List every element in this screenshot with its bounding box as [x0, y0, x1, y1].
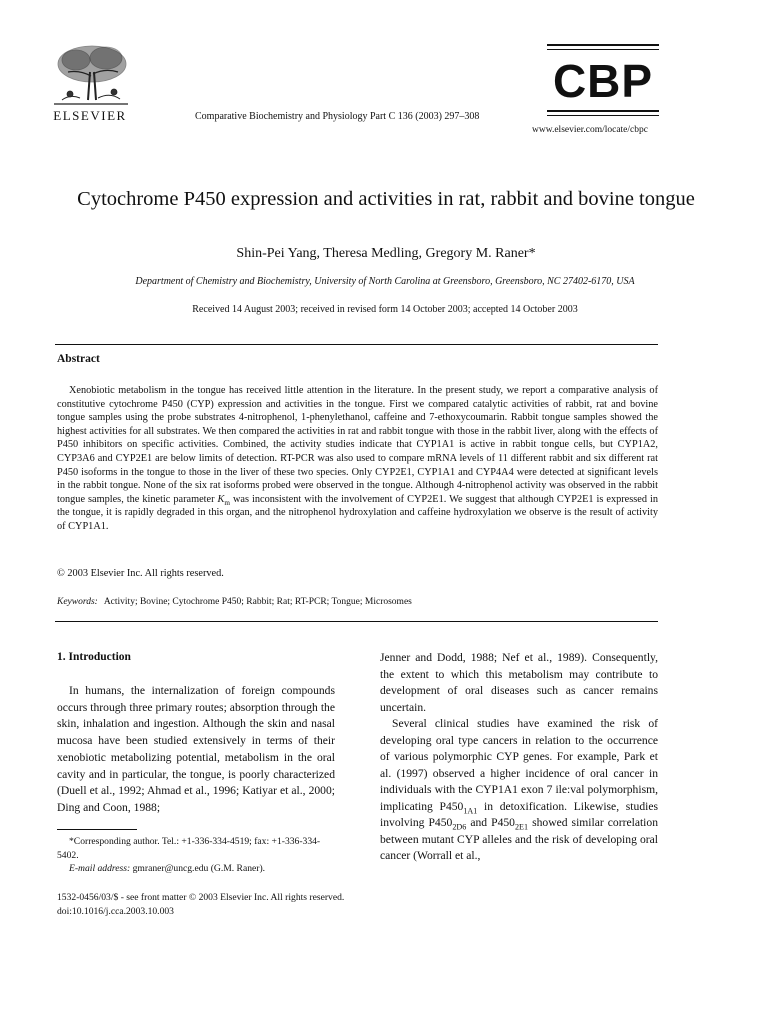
doi-line: doi:10.1016/j.cca.2003.10.003	[57, 905, 174, 917]
author-list: Shin-Pei Yang, Theresa Medling, Gregory M. Raner*	[236, 246, 536, 261]
abstract-copyright: © 2003 Elsevier Inc. All rights reserved.	[57, 568, 224, 579]
email-label: E-mail address:	[69, 863, 131, 874]
received-dates: Received 14 August 2003; received in revised form 14 October 2003; accepted 14 October 2003	[192, 304, 578, 315]
paragraph-text-part: showed similar correlation between mutant CYP alleles and the risk of developing oral cancer (Worrall et al.,	[380, 816, 659, 862]
abstract-text	[57, 384, 658, 534]
section-heading: 1. Introduction	[57, 651, 131, 663]
subscript: 2E1	[514, 822, 529, 832]
abstract-heading: Abstract	[57, 353, 100, 365]
subscript: 2D6	[452, 822, 467, 832]
email-note	[57, 862, 335, 876]
elsevier-tree-logo-icon	[50, 42, 132, 108]
keywords-list: Activity; Bovine; Cytochrome P450; Rabbit; Rat; RT-PCR; Tongue; Microsomes	[103, 597, 412, 607]
issn-line: 1532-0456/03/$ - see front matter © 2003 Elsevier Inc. All rights reserved.	[57, 892, 345, 903]
journal-logo-rule	[547, 44, 659, 46]
right-column	[380, 650, 658, 865]
footnote	[57, 835, 335, 876]
journal-logo-rule	[547, 49, 659, 50]
abstract-text-part: Xenobiotic metabolism in the tongue has received little attention in the literature. In the present study, we report a comparative analysis of constitutive cytochrome P450 (CYP) expression and activities in the tongue. First we compared catalytic activities of rabbit, rat and bovine tongue samples using the probe substrates 4-nitrophenol, 1-phenylethanol, caffeine and 7-ethoxycoumarin. Rabbit tongue samples showed the highest activities for all substrates. We then compared the activities in rat and rabbit tongue with those in the rabbit liver, along with the effects of P450 inhibitors on specific activities. Combined, the activity studies indicate that CYP1A1 is active in rabbit tongue cells, but CYP1A2, CYP3A6 and CYP2E1 are below limits of detection. RT-PCR was also used to compare mRNA levels of 11 different rabbit and six different rat P450 isoforms in the tongue to those in the liver of these two species. Only CYP2E1, CYP1A1 and CYP4A4 were detected at significant levels in the rabbit tongue. None of the six rat isoforms probed were observed in the tongue. Although 4-nitrophenol activity was observed in the rabbit tongue samples, the kinetic parameter	[57, 385, 658, 505]
km-subscript: m	[224, 498, 230, 507]
right-column-paragraph	[380, 716, 658, 865]
keywords-label: Keywords:	[57, 597, 98, 607]
journal-logo: CBP	[552, 55, 654, 107]
abstract-bottom-rule	[55, 621, 658, 622]
paragraph-text-part: in detoxification. Likewise, studies involving P450	[380, 799, 658, 829]
front-matter	[57, 891, 344, 918]
journal-url: www.elsevier.com/locate/cbpc	[532, 125, 648, 135]
footnote-rule	[57, 829, 137, 830]
abstract-top-rule	[55, 344, 658, 345]
subscript: 1A1	[463, 805, 478, 815]
right-column-paragraph: Jenner and Dodd, 1988; Nef et al., 1989). Consequently, the extent to which this metabolism may contribute to development of oral diseases such as cancer remains uncertain.	[380, 651, 658, 714]
email-address: gmraner@uncg.edu (G.M. Raner).	[132, 863, 266, 874]
journal-citation: Comparative Biochemistry and Physiology Part C 136 (2003) 297–308	[195, 111, 480, 122]
article-title: Cytochrome P450 expression and activities in rat, rabbit and bovine tongue	[77, 188, 695, 210]
km-symbol: K	[217, 493, 225, 505]
journal-logo-rule	[547, 115, 659, 116]
paragraph-text-part: Several clinical studies have examined the risk of developing oral type cancers in relation to the occurrence of various polymorphic CYP genes. For example, Park et al. (1997) observed a higher incidence of oral cancer in individuals with the CYP1A1 exon 7 ile:val polymorphism, implicating P450	[380, 717, 658, 813]
keywords	[57, 597, 412, 607]
publisher-name: ELSEVIER	[53, 108, 127, 123]
abstract-text-part: was inconsistent with the involvement of CYP2E1. We suggest that although CYP2E1 is expressed in the tongue, it is rapidly degraded in this organ, and the nitrophenol hydroxylation and caffeine hydroxylation we observe is the result of activity of CYP1A1.	[57, 493, 658, 532]
journal-logo-rule	[547, 110, 659, 112]
paragraph-text-part: and P450	[470, 816, 515, 829]
left-column-paragraph: In humans, the internalization of foreign compounds occurs through three primary routes; absorption through the skin, inhalation and ingestion. Although the skin and nasal mucosa have been studied extensively in terms of their xenobiotic metabolizing potential, metabolism in the oral cavity and in particular, the tongue, is poorly characterized (Duell et al., 1992; Ahmad et al., 1996; Katiyar et al., 2000; Ding and Coon, 1988;	[57, 684, 335, 814]
author-affiliation: Department of Chemistry and Biochemistry, University of North Carolina at Greensboro, Greensboro, NC 27402-6170, USA	[135, 276, 635, 287]
corresponding-author-note: *Corresponding author. Tel.: +1-336-334-4519; fax: +1-336-334-5402.	[57, 836, 321, 861]
